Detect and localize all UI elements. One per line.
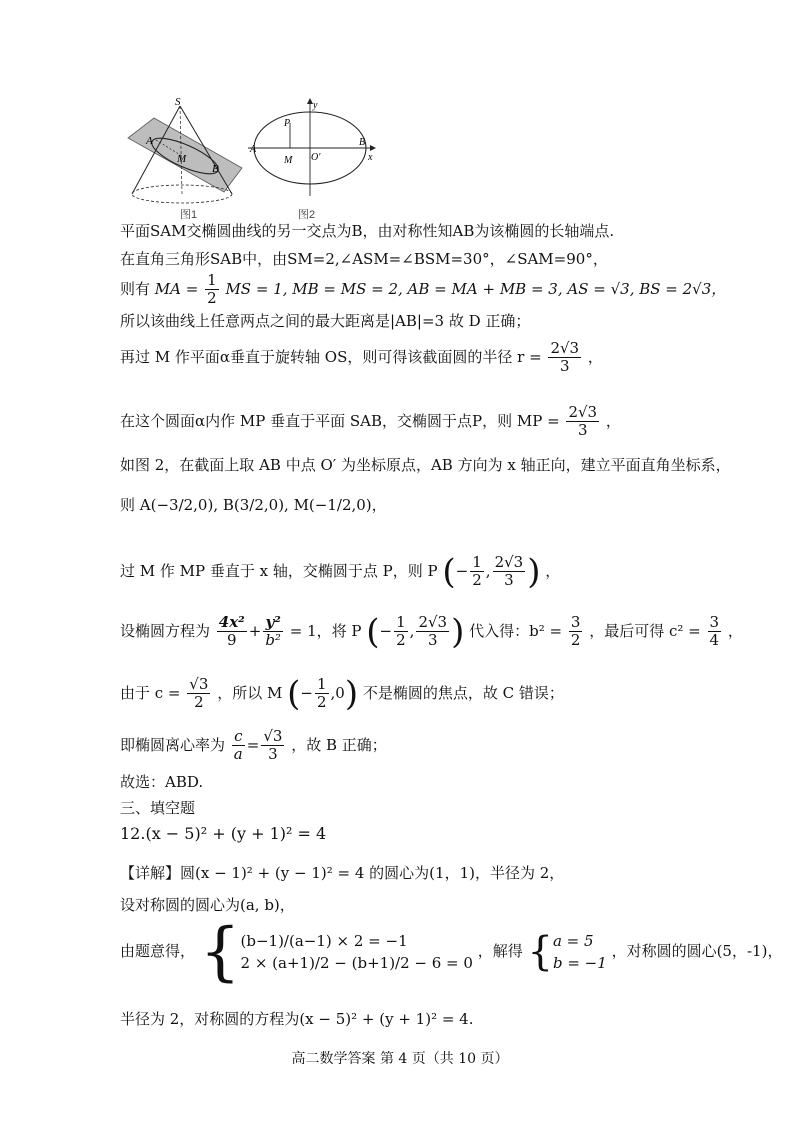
- label-m2: M: [284, 155, 293, 166]
- answer-12: 12.(x − 5)² + (y + 1)² = 4: [120, 824, 327, 843]
- line-8: 则 A(−3/2,0), B(3/2,0), M(−1/2,0)，: [120, 496, 387, 514]
- line-14: 【详解】圆(x − 1)² + (y − 1)² = 4 的圆心为(1，1)，半径为 2，: [120, 864, 565, 882]
- solution-system: a = 5 b = −1: [552, 931, 607, 972]
- line-17: 半径为 2，对称圆的方程为(x − 5)² + (y + 1)² = 4.: [120, 1010, 474, 1028]
- label-p: P: [284, 118, 291, 129]
- fraction-ecc-r: $\frac{√3}{3}$: [263, 727, 283, 764]
- fraction-ellipse-x: $\frac{\text{4x²}}{9}$: [218, 613, 245, 650]
- x-axis-arrow: [370, 145, 376, 151]
- label-m: M: [177, 153, 187, 165]
- line-6: 在这个圆面α内作 MP 垂直于平面 SAB，交椭圆于点P，则 MP = $\frac{2√3}{3}$ ，: [120, 403, 621, 440]
- fraction-c2: $\frac{3}{4}$: [709, 613, 720, 650]
- line-2: 在直角三角形SAB中，由SM=2,∠ASM=∠BSM=30°，∠SAM=90°，: [120, 250, 608, 268]
- line-11: 由于 c = $\frac{√3}{2}$ ，所以 M (− $\frac{1}{2}$ ,0) 不是椭圆的焦点，故 C 错误；: [120, 673, 564, 714]
- line-7: 如图 2，在截面上取 AB 中点 O′ 为坐标原点，AB 方向为 x 轴正向，建立平面直角坐标系，: [120, 456, 731, 474]
- fraction-ecc-l: $\frac{c}{a}$: [233, 727, 243, 764]
- fraction-py: $\frac{2√3}{3}$: [494, 553, 524, 590]
- label-b2: B: [359, 137, 366, 148]
- fraction-mp: $\frac{2√3}{3}$: [568, 403, 598, 440]
- line-9: 过 M 作 MP 垂直于 x 轴，交椭圆于点 P，则 P (− $\frac{1}{2}$ , $\frac{2√3}{3}$ ) ，: [120, 551, 561, 592]
- label-b: B: [212, 163, 219, 175]
- label-a2: A: [250, 144, 257, 155]
- line-16: 由题意得， { (b−1)/(a−1) × 2 = −1 2 × (a+1)/2 − (b+1)/2 − 6 = 0 ，解得 { a = 5 b = −1 ，对称圆的圆心(5，-1)，: [120, 915, 783, 989]
- line-15: 设对称圆的圆心为(a, b)，: [120, 896, 295, 914]
- label-x: x: [368, 152, 373, 163]
- line-10: 设椭圆方程为 $\frac{\text{4x²}}{9}$ + $\frac{\text{y²}}{\text{b²}}$ = 1，将 P (− $\frac{1}{2}$ , $\frac{2√3}{3}$ ) 代入得：b² = $\frac{3}{2}$ ，最后可得 c² = $\frac{3}{4}$ ，: [120, 611, 743, 652]
- label-y: y: [313, 100, 318, 111]
- line-1: 平面SAM交椭圆曲线的另一交点为B，由对称性知AB为该椭圆的长轴端点.: [120, 222, 615, 240]
- line-5: 再过 M 作平面α垂直于旋转轴 OS，则可得该截面圆的半径 r = $\frac{2√3}{3}$ ，: [120, 339, 603, 376]
- figure-1-caption: 图1: [180, 209, 198, 221]
- line-3: 则有 MA = $\frac{1}{2}$ MS = 1, MB = MS = 2, AB = MA + MB = 3, AS = √3, BS = 2√3，: [120, 271, 727, 308]
- figure-2-ellipse: [240, 96, 380, 202]
- fraction-c: $\frac{√3}{2}$: [189, 675, 209, 712]
- figure-1-cone: [120, 96, 260, 220]
- equation-system: (b−1)/(a−1) × 2 = −1 2 × (a+1)/2 − (b+1)/2 − 6 = 0: [240, 931, 473, 972]
- line-12: 即椭圆离心率为 $\frac{c}{a}$ = $\frac{√3}{3}$ ，故 B 正确；: [120, 727, 387, 764]
- label-s: S: [175, 96, 181, 108]
- line-4: 所以该曲线上任意两点之间的最大距离是|AB|=3 故 D 正确；: [120, 312, 531, 330]
- page-footer: 高二数学答案 第 4 页（共 10 页）: [291, 1051, 509, 1067]
- line-13: 故选：ABD.: [120, 773, 204, 791]
- label-a: A: [146, 135, 153, 147]
- fraction-ellipse-y: $\frac{\text{y²}}{\text{b²}}$: [265, 613, 281, 650]
- label-o: O′: [311, 152, 321, 163]
- figure-2-caption: 图2: [298, 209, 316, 221]
- section-heading: 三、填空题: [120, 799, 196, 817]
- fraction-radius: $\frac{2√3}{3}$: [550, 339, 580, 376]
- fraction-half: $\frac{1}{2}$: [207, 271, 217, 308]
- fraction-b2: $\frac{3}{2}$: [570, 613, 581, 650]
- fraction-px: $\frac{1}{2}$: [472, 553, 482, 590]
